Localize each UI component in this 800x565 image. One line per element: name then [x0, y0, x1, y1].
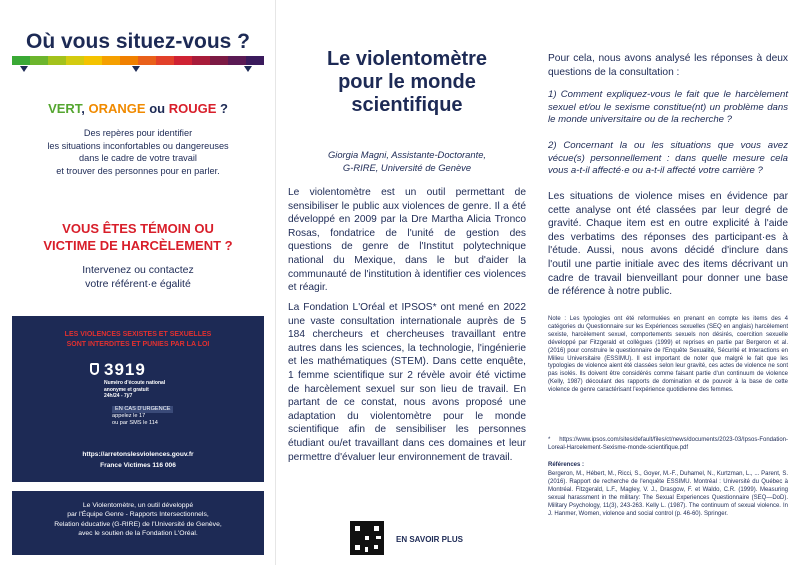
gauge-segment — [102, 56, 120, 65]
gauge-segment — [48, 56, 66, 65]
lead-line: et trouver des personnes pour en parler. — [56, 165, 220, 176]
intro-paragraph: Le violentomètre est un outil permettant de sensibiliser le public aux violences de genre. Il a été développé en 2009 par la Dre Martha Alicia Tronco Rosas, fondatrice de l'unité de gestion des questions de genre de l'Institut polytechnique national du Mexique, dans le but d'aider la communauté de l'institution à identifier ces violences et réagir. — [288, 187, 526, 294]
emergency-badge: EN CAS D'URGENCE — [112, 406, 173, 413]
label-vert: VERT — [48, 101, 82, 116]
color-question: VERT, ORANGE ou ROUGE ? — [48, 101, 228, 116]
learn-more-label: EN SAVOIR PLUS — [396, 535, 463, 544]
helpline-box — [12, 316, 264, 482]
question-2: 2) Concernant la ou les situations que vous avez vécue(s) personnellement : dans quelle mesure cela vous a-t-il affecté·e ou a-t-il affecté votre carrière ? — [548, 140, 788, 177]
analysis-paragraph: Les situations de violence mises en évidence par cette analyse ont été classées par leur degré de gravité. Chaque item est en outre explicité à l'aide des verbatims des réponses des participant·es à l'étude. Aussi, nous avons décidé d'inclure dans l'outil une partie initiale avec des items décrivant un cadre de travail bienveillant pour donner une base de référence à notre public. — [548, 191, 788, 298]
left-panel — [0, 0, 276, 565]
emergency-info: EN CAS D'URGENCE appelez le 17 ou par SMS le 114 — [112, 406, 173, 427]
gauge-segment — [30, 56, 48, 65]
law-notice: LES VIOLENCES SEXISTES ET SEXUELLES SONT INTERDITES ET PUNIES PAR LA LOI — [64, 331, 212, 348]
author: Giorgia Magni, Assistante-Doctorante, G-RIRE, Université de Genève — [327, 149, 487, 173]
method-intro: Pour cela, nous avons analysé les réponses à deux questions de la consultation : — [548, 53, 788, 78]
ipsos-footnote: * https://www.ipsos.com/sites/default/files/ct/news/documents/2023-03/Ipsos-Fondation-Loreal-Harcelement-Sexisme-monde-scientifique.pdf — [548, 437, 788, 451]
phone-icon — [90, 363, 99, 375]
label-orange: ORANGE — [88, 101, 146, 116]
right-column — [548, 0, 788, 565]
gauge-segment — [228, 56, 246, 65]
lead-line: les situations inconfortables ou dangereuses — [47, 140, 229, 151]
gauge-segment — [210, 56, 228, 65]
gauge-segment — [156, 56, 174, 65]
left-panel-title: Où vous situez-vous ? — [25, 30, 251, 53]
gauge-segment — [138, 56, 156, 65]
gauge-segment — [66, 56, 84, 65]
gauge-marker-green — [20, 66, 28, 72]
gauge-marker-orange — [132, 66, 140, 72]
gauge-segment — [84, 56, 102, 65]
witness-heading: VOUS ÊTES TÉMOIN OU VICTIME DE HARCÈLEMENT ? — [43, 221, 233, 253]
gauge-segment — [120, 56, 138, 65]
helpline: 3919 Numéro d'écoute national anonyme et gratuit 24h/24 - 7j/7 — [104, 360, 214, 400]
helpline-number[interactable]: 3919 — [104, 360, 146, 379]
qr-code[interactable] — [350, 521, 384, 555]
credits-text: Le Violentomètre, un outil développé par l'Équipe Genre - Rapports Intersectionnels, Relation éducative (G-RIRE) de l'Université de Genève, avec le soutien de la Fondation L'Oréal. — [54, 502, 222, 538]
label-rouge: ROUGE — [168, 101, 217, 116]
victims-number: France Victimes 116 006 — [100, 462, 176, 469]
act-text: Intervenez ou contactez votre référent·e égalité — [82, 264, 194, 290]
middle-column — [288, 0, 526, 565]
method-note: Note : Les typologies ont été reformulées en prenant en compte les items des 4 catégories du Questionnaire sur les Expériences sexuelles (SEQ en anglais) harcèlement sexiste, harcèlement sexuel, comportements sexuels non désirés, coercition sexuelle développé par Fitzgerald et collègues (1999) et reprises en partie par Bergeron et al. (2016) pour construire le questionnaire de l'Enquête Sexualité, Sécurité et Interactions en Milieu Universitaire (ESSIMU). Il est important de noter que malgré le fait que les typologies de violence aient été classées selon leur gravité, ces actes de violence ne sont pas isolés. Ils doivent être considérés comme faisant partie d'un continuum de violence (Kelly, 1987) découlant des rapports de domination et de pouvoir à la base de cette violence de genre caractérisant l'expérience quotidienne des femmes. — [548, 316, 788, 394]
references-title: Références : — [548, 462, 585, 468]
document-title: Le violentomètre pour le monde scientifique — [326, 48, 488, 116]
gauge-segment — [174, 56, 192, 65]
lead-line: dans le cadre de votre travail — [79, 153, 197, 163]
violence-gauge — [12, 56, 264, 65]
gauge-segment — [246, 56, 264, 65]
question-1: 1) Comment expliquez-vous le fait que le harcèlement sexuel et/ou le sexisme constitue(nt) un problème dans le monde universitaire ou de la recherche ? — [548, 89, 788, 126]
references: Bergeron, M., Hébert, M., Ricci, S., Goyer, M.-F., Duhamel, N., Kurtzman, L., ... Parent, S. (2016). Rapport de recherche de l'enquête ESSIMU. Montréal : Université du Québec à Montréal. Fitzgerald, L.F., Magley, V. J., Drasgow, F. et Waldo, C.R. (1999). Measuring sexual harassment in the military: The Sexual Experiences Questionnaire (SEQ—DoD). Military Psychology, 11(3), 243-263. Kelly L. (1987). The continuum of sexual violence. In J. Hanmer, Women, violence and social control (p. 46-60). Springer. — [548, 471, 788, 517]
gauge-marker-red — [244, 66, 252, 72]
lead-line: Des repères pour identifier — [83, 128, 193, 138]
resources — [12, 449, 264, 471]
gauge-segment — [192, 56, 210, 65]
gauge-segment — [12, 56, 30, 65]
website-link[interactable]: https://arretonslesviolences.gouv.fr — [82, 451, 194, 458]
survey-paragraph: La Fondation L'Oréal et IPSOS* ont mené en 2022 une vaste consultation internationale auprès de 5 184 chercheurs et chercheuses travaillant entre autres dans les sciences, la technologie, l'ingénierie et les mathématiques (STEM). Dans cette enquête, 1 femme scientifique sur 2 révèle avoir été victime de harcèlement sexuel sur son lieu de travail. En partant de ce constat, nous avons proposé une adaptation du violentomètre pour le monde scientifique afin de sensibiliser les personnes étudiant ou/et travaillant dans ces domaines et leur permettre d'évaluer leur environnement de travail. — [288, 302, 526, 463]
credits-box — [12, 491, 264, 555]
